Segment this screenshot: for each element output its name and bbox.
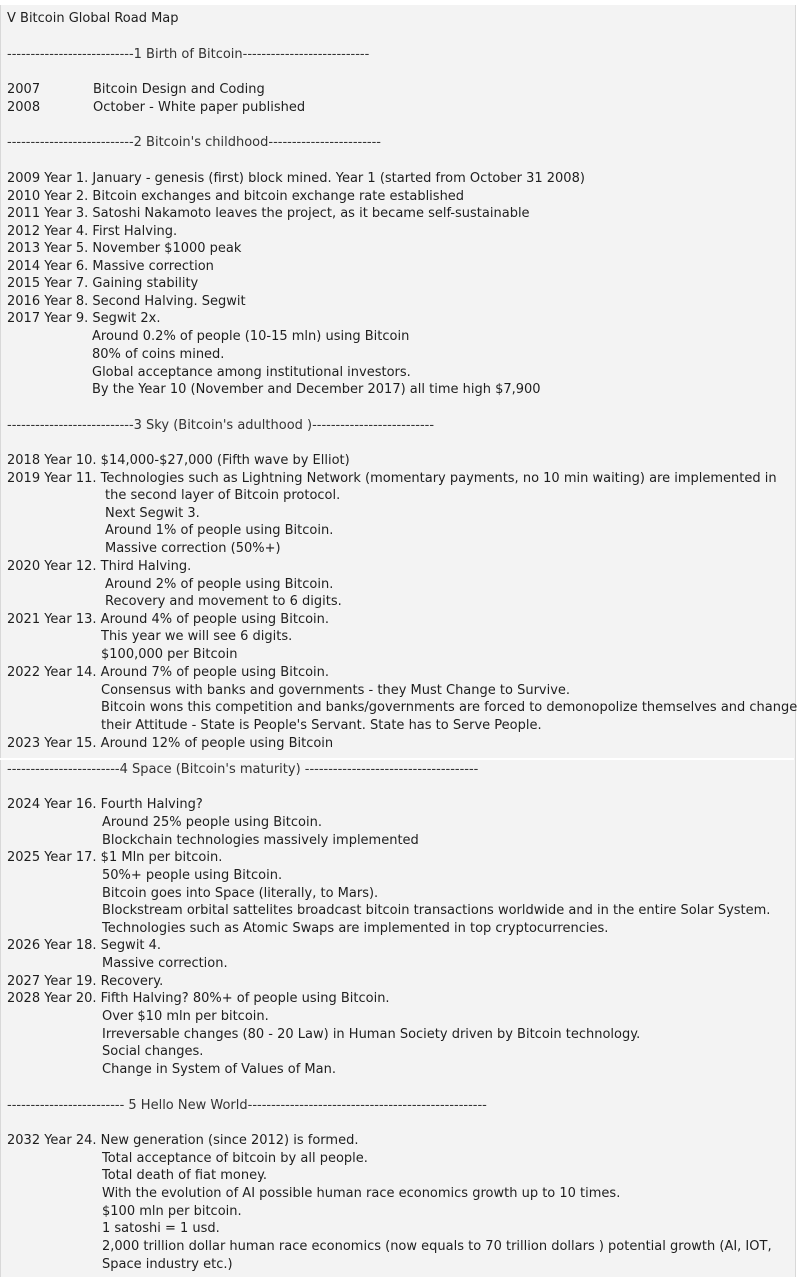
s1-text-2007: Bitcoin Design and Coding	[93, 82, 265, 97]
s4-2028-cont: Over $10 mln per bitcoin.	[102, 1009, 269, 1024]
s3-2020-cont: Recovery and movement to 6 digits.	[105, 594, 342, 609]
s2-2017-cont: By the Year 10 (November and December 2017) all time high $7,900	[92, 382, 541, 397]
s5-2032-cont: 1 satoshi = 1 usd.	[102, 1221, 220, 1236]
s3-line-2023: 2023 Year 15. Around 12% of people using Bitcoin	[7, 736, 334, 751]
section-3-heading: ---------------------------3 Sky (Bitcoin's adulthood )--------------------------	[7, 418, 435, 433]
s1-year-2007: 2007	[7, 82, 41, 97]
s2-line: 2015 Year 7. Gaining stability	[7, 276, 199, 291]
section-2-heading: ---------------------------2 Bitcoin's childhood------------------------	[7, 135, 381, 150]
s5-line-2032: 2032 Year 24. New generation (since 2012) is formed.	[7, 1133, 359, 1148]
s5-2032-cont: Total acceptance of bitcoin by all people.	[102, 1151, 368, 1166]
s4-2024-cont: Around 25% people using Bitcoin.	[102, 815, 322, 830]
s5-2032-cont: 2,000 trillion dollar human race economics (now equals to 70 trillion dollars ) potential growth (AI, IOT,	[102, 1239, 772, 1254]
s3-line-2021: 2021 Year 13. Around 4% of people using Bitcoin.	[7, 612, 330, 627]
s4-line-2028: 2028 Year 20. Fifth Halving? 80%+ of people using Bitcoin.	[7, 991, 390, 1006]
s2-2017-cont: Global acceptance among institutional investors.	[92, 365, 411, 380]
s4-line-2025: 2025 Year 17. $1 Mln per bitcoin.	[7, 850, 223, 865]
section-5-heading: ------------------------- 5 Hello New World---------------------------------------------------	[7, 1098, 487, 1113]
s3-2022-cont: Consensus with banks and governments - they Must Change to Survive.	[101, 683, 571, 698]
s3-2019-cont: Around 1% of people using Bitcoin.	[105, 523, 334, 538]
s3-2019-cont: Next Segwit 3.	[105, 506, 200, 521]
s3-2022-cont: Bitcoin wons this competition and banks/governments are forced to demonopolize themselves and change	[101, 700, 797, 715]
s5-2032-cont: With the evolution of AI possible human race economics growth up to 10 times.	[102, 1186, 621, 1201]
s3-2019-cont: the second layer of Bitcoin protocol.	[105, 488, 341, 503]
s3-line-2019: 2019 Year 11. Technologies such as Lightning Network (momentary payments, no 10 min waiting) are implemented in	[7, 471, 777, 486]
s3-2021-cont: This year we will see 6 digits.	[101, 629, 293, 644]
s2-line: 2016 Year 8. Second Halving. Segwit	[7, 293, 246, 309]
s3-line-2020: 2020 Year 12. Third Halving.	[7, 559, 192, 574]
s2-line: 2010 Year 2. Bitcoin exchanges and bitcoin exchange rate established	[7, 188, 465, 204]
s4-line-2026: 2026 Year 18. Segwit 4.	[7, 938, 162, 953]
s3-2021-cont: $100,000 per Bitcoin	[101, 647, 238, 662]
s5-2032-cont: Total death of fiat money.	[102, 1168, 268, 1183]
section-4-heading: ------------------------4 Space (Bitcoin's maturity) -------------------------------------	[7, 762, 479, 777]
s4-2028-cont: Social changes.	[102, 1044, 204, 1059]
s2-line: 2011 Year 3. Satoshi Nakamoto leaves the project, as it became self-sustainable	[7, 206, 530, 221]
s2-line: 2017 Year 9. Segwit 2x.	[7, 311, 161, 326]
s4-2025-cont: Blockstream orbital sattelites broadcast bitcoin transactions worldwide and in the entire Solar System.	[102, 903, 771, 918]
section-divider-strip	[0, 758, 794, 760]
page-title: V Bitcoin Global Road Map	[7, 11, 179, 26]
s4-line-2027: 2027 Year 19. Recovery.	[7, 974, 164, 989]
s4-2024-cont: Blockchain technologies massively implemented	[102, 833, 419, 848]
s4-2028-cont: Irreversable changes (80 - 20 Law) in Human Society driven by Bitcoin technology.	[102, 1027, 641, 1042]
s3-2022-cont: their Attitude - State is People's Servant. State has to Serve People.	[101, 718, 542, 733]
section-1-heading: ---------------------------1 Birth of Bitcoin---------------------------	[7, 47, 370, 62]
s2-line: 2012 Year 4. First Halving.	[7, 223, 178, 239]
s3-line-2018: 2018 Year 10. $14,000-$27,000 (Fifth wave by Elliot)	[7, 453, 350, 468]
s4-2025-cont: 50%+ people using Bitcoin.	[102, 868, 283, 883]
s2-line: 2009 Year 1. January - genesis (first) block mined. Year 1 (started from October 31 2008)	[7, 171, 585, 186]
s4-2025-cont: Bitcoin goes into Space (literally, to Mars).	[102, 886, 379, 901]
s5-2032-cont: Space industry etc.)	[102, 1257, 233, 1272]
s3-2020-cont: Around 2% of people using Bitcoin.	[105, 577, 334, 592]
s3-line-2022: 2022 Year 14. Around 7% of people using Bitcoin.	[7, 665, 330, 680]
s1-year-2008: 2008	[7, 100, 41, 115]
s4-line-2024: 2024 Year 16. Fourth Halving?	[7, 797, 203, 812]
s4-2028-cont: Change in System of Values of Man.	[102, 1062, 336, 1077]
s5-2032-cont: $100 mln per bitcoin.	[102, 1204, 242, 1219]
s3-2019-cont: Massive correction (50%+)	[105, 541, 281, 556]
s2-2017-cont: Around 0.2% of people (10-15 mln) using Bitcoin	[92, 329, 410, 344]
s2-2017-cont: 80% of coins mined.	[92, 347, 225, 362]
s2-line: 2014 Year 6. Massive correction	[7, 258, 214, 274]
s4-2025-cont: Technologies such as Atomic Swaps are implemented in top cryptocurrencies.	[102, 921, 609, 936]
s2-line: 2013 Year 5. November $1000 peak	[7, 241, 242, 256]
s1-text-2008: October - White paper published	[93, 100, 306, 115]
s4-2026-cont: Massive correction.	[102, 956, 228, 971]
